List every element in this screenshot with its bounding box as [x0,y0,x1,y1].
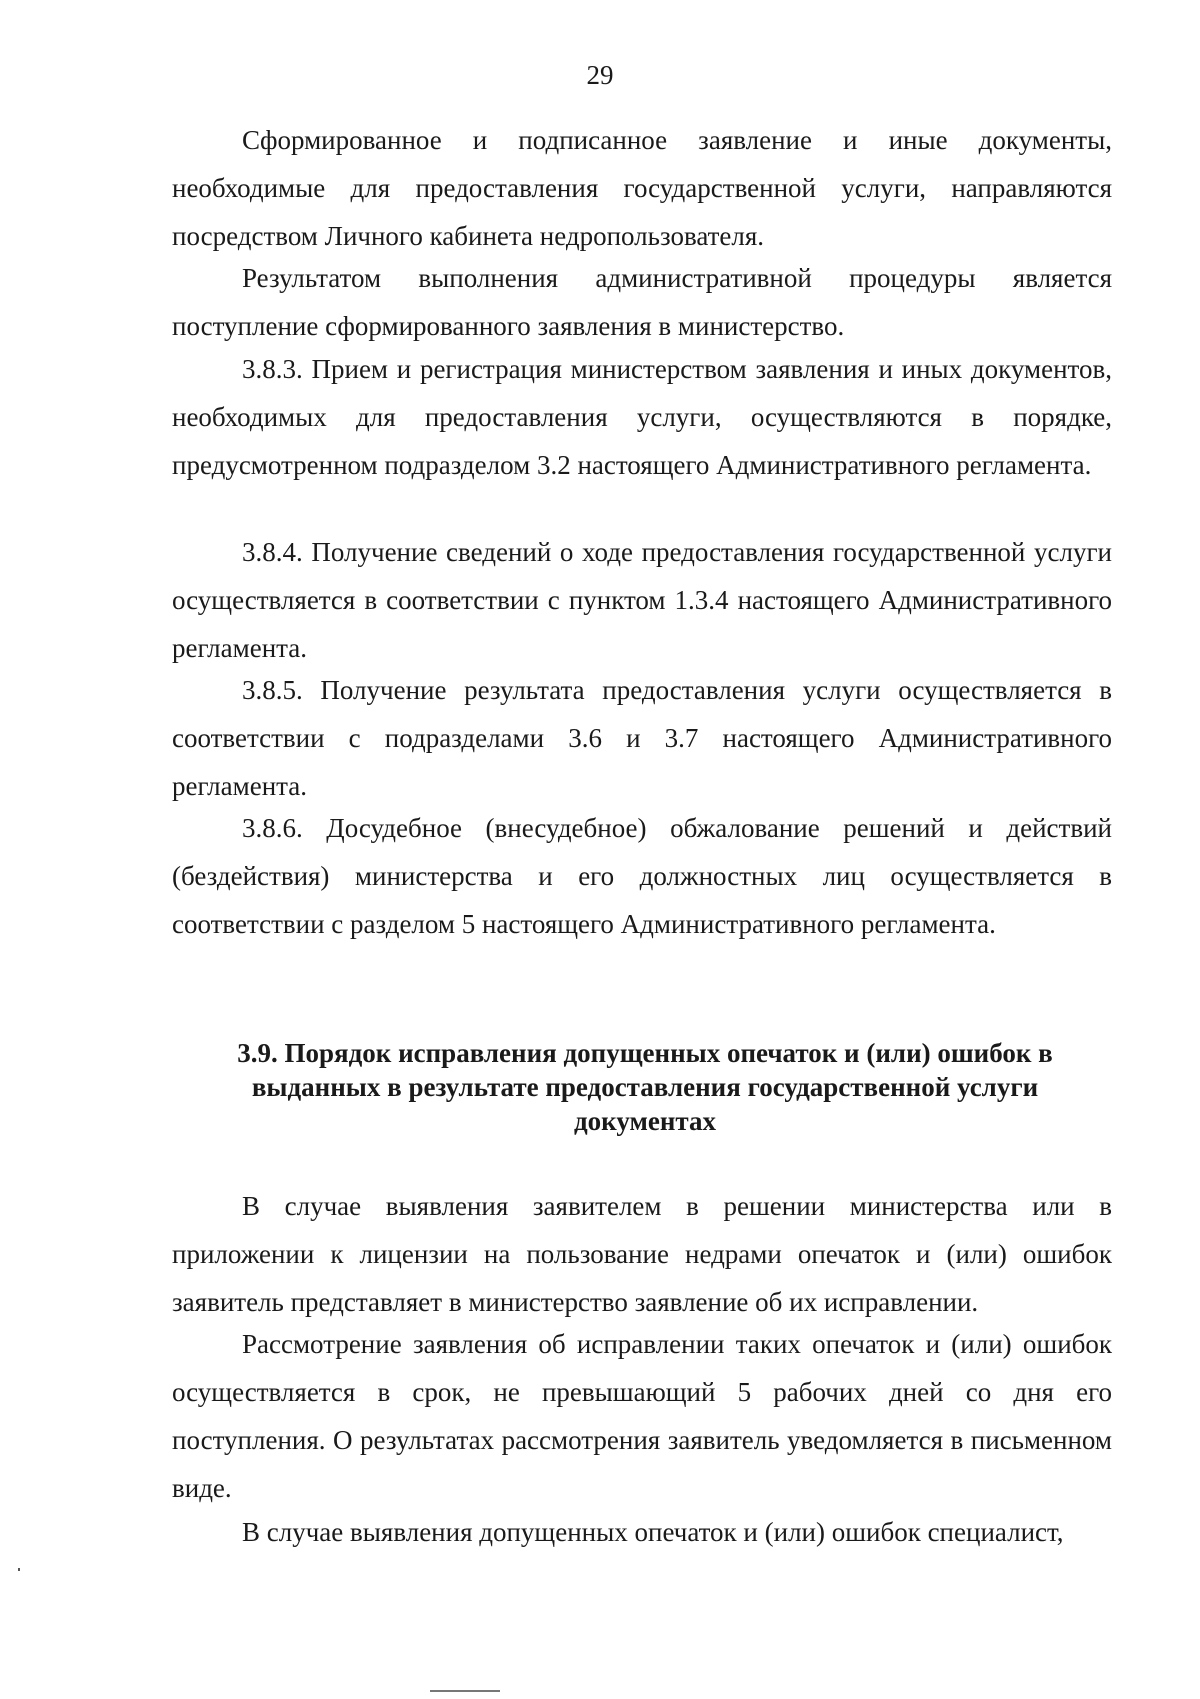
scan-speck [18,1568,20,1571]
paragraph-3-8-6: 3.8.6. Досудебное (внесудебное) обжалование решений и действий (бездействия) министерства и его должностных лиц осуществляется в соответствии с разделом 5 настоящего Административного регламента. [172,813,1112,939]
paragraph-review-period: Рассмотрение заявления об исправлении таких опечаток и (или) ошибок осуществляется в срок, не превышающий 5 рабочих дней со дня его поступления. О результатах рассмотрения заявитель уведомляется в письменном виде. [172,1329,1112,1503]
paragraph-3-8-3: 3.8.3. Прием и регистрация министерством заявления и иных документов, необходимых для предоставления услуги, осуществляются в порядке, предусмотренном подразделом 3.2 настоящего Административного регламента. [172,354,1112,480]
paragraph-procedure-result: Результатом выполнения административной процедуры является поступление сформированного заявления в министерство. [172,263,1112,341]
paragraph-3-8-4: 3.8.4. Получение сведений о ходе предоставления государственной услуги осуществляется в соответствии с пунктом 1.3.4 настоящего Административного регламента. [172,537,1112,663]
page-number: 29 [586,60,614,90]
section-heading-3-9: 3.9. Порядок исправления допущенных опечаток и (или) ошибок в выданных в результате предоставления государственной услуги документах [237,1038,1053,1136]
scan-edge-mark [430,1690,500,1692]
paragraph-errors-found: В случае выявления заявителем в решении министерства или в приложении к лицензии на пользование недрами опечаток и (или) ошибок заявитель представляет в министерство заявление об их исправлении. [172,1191,1112,1317]
paragraph-3-8-5: 3.8.5. Получение результата предоставления услуги осуществляется в соответствии с подразделами 3.6 и 3.7 настоящего Административного регламента. [172,675,1112,801]
paragraph-submitted-documents: Сформированное и подписанное заявление и иные документы, необходимые для предоставления государственной услуги, направляются посредством Личного кабинета недропользователя. [172,125,1112,251]
paragraph-specialist: В случае выявления допущенных опечаток и (или) ошибок специалист, [242,1517,1064,1547]
